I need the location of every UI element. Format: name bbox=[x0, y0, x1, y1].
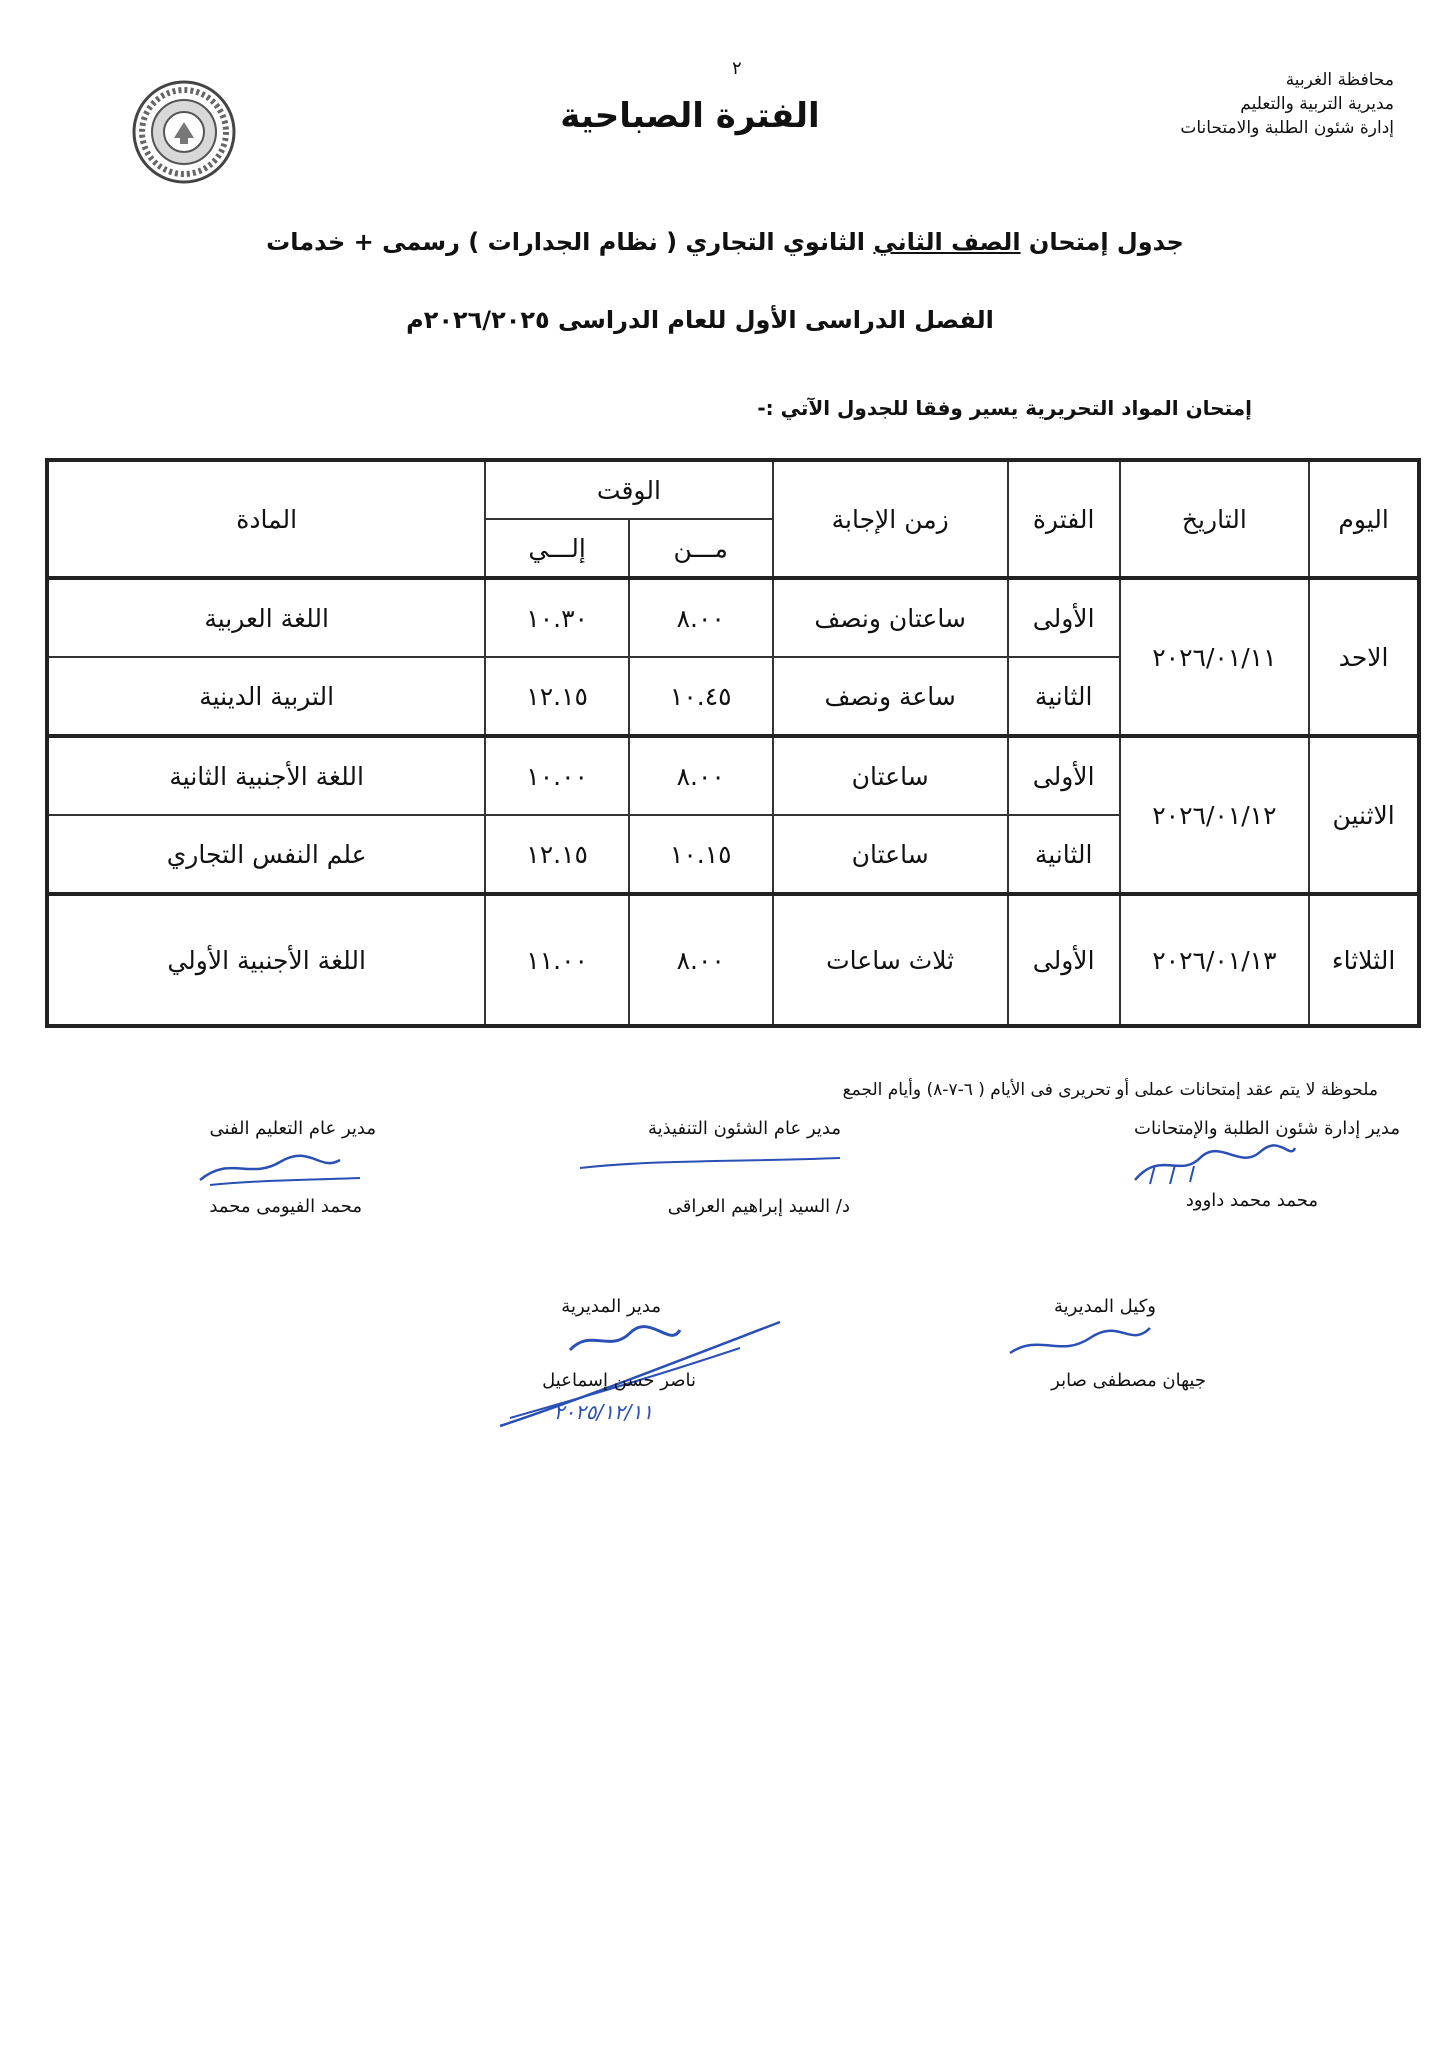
exam-schedule-table bbox=[45, 458, 1421, 1028]
period-cell: الثانية bbox=[1008, 815, 1120, 894]
header-date: التاريخ bbox=[1120, 460, 1310, 578]
time-from-cell: ٨.٠٠ bbox=[629, 894, 773, 1026]
organization-block bbox=[1134, 68, 1394, 140]
document-title bbox=[200, 228, 1250, 256]
signature-mark bbox=[570, 1140, 850, 1180]
subject-cell: اللغة الأجنبية الأولي bbox=[47, 894, 485, 1026]
day-cell: الاثنين bbox=[1309, 736, 1419, 894]
period-cell: الأولى bbox=[1008, 578, 1120, 657]
date-cell: ٢٠٢٦/٠١/١٢ bbox=[1120, 736, 1310, 894]
date-cell: ٢٠٢٦/٠١/١١ bbox=[1120, 578, 1310, 736]
day-cell: الاحد bbox=[1309, 578, 1419, 736]
time-to-cell: ١١.٠٠ bbox=[485, 894, 629, 1026]
document-subtitle: الفصل الدراسى الأول للعام الدراسى ٢٠٢٦/٢٠٢٥م bbox=[406, 306, 994, 334]
handwritten-date: ٢٠٢٥/١٢/١١ bbox=[553, 1400, 653, 1424]
signature-mark bbox=[1130, 1140, 1300, 1190]
signatory-title: وكيل المديرية bbox=[1054, 1296, 1156, 1317]
period-cell: الثانية bbox=[1008, 657, 1120, 736]
schedule-note: ملحوظة لا يتم عقد إمتحانات عملى أو تحريرى فى الأيام ( ٦-٧-٨) وأيام الجمع bbox=[842, 1080, 1378, 1100]
header-period: الفترة bbox=[1008, 460, 1120, 578]
duration-cell: ساعة ونصف bbox=[773, 657, 1008, 736]
signatory-name: د/ السيد إبراهيم العراقى bbox=[667, 1196, 850, 1217]
signatory-title: مدير عام التعليم الفنى bbox=[209, 1118, 376, 1139]
time-to-cell: ١٢.١٥ bbox=[485, 815, 629, 894]
duration-cell: ثلاث ساعات bbox=[773, 894, 1008, 1026]
subject-cell: علم النفس التجاري bbox=[47, 815, 485, 894]
signature-mark bbox=[1000, 1318, 1160, 1368]
duration-cell: ساعتان bbox=[773, 815, 1008, 894]
page-heading: الفترة الصباحية bbox=[560, 96, 820, 136]
header-duration: زمن الإجابة bbox=[773, 460, 1008, 578]
intro-text: إمتحان المواد التحريرية يسير وفقا للجدول الآتي :- bbox=[757, 396, 1252, 420]
time-from-cell: ١٠.٤٥ bbox=[629, 657, 773, 736]
header-day: اليوم bbox=[1309, 460, 1419, 578]
subject-cell: اللغة الأجنبية الثانية bbox=[47, 736, 485, 815]
duration-cell: ساعتان ونصف bbox=[773, 578, 1008, 657]
subject-cell: اللغة العربية bbox=[47, 578, 485, 657]
time-from-cell: ٨.٠٠ bbox=[629, 736, 773, 815]
header-from: مـــن bbox=[629, 519, 773, 578]
signature-mark bbox=[190, 1150, 370, 1190]
signatory-name: ناصر حسن إسماعيل bbox=[542, 1370, 696, 1391]
date-cell: ٢٠٢٦/٠١/١٣ bbox=[1120, 894, 1310, 1026]
time-to-cell: ١٢.١٥ bbox=[485, 657, 629, 736]
signatory-name: محمد محمد داوود bbox=[1185, 1190, 1318, 1211]
header-to: إلـــي bbox=[485, 519, 629, 578]
signatory-name: محمد الفيومى محمد bbox=[209, 1196, 362, 1217]
time-to-cell: ١٠.٠٠ bbox=[485, 736, 629, 815]
subject-cell: التربية الدينية bbox=[47, 657, 485, 736]
signatory-title: مدير المديرية bbox=[561, 1296, 661, 1317]
title-grade: الصف الثاني bbox=[873, 228, 1021, 256]
title-part-1: جدول إمتحان bbox=[1020, 228, 1184, 256]
period-cell: الأولى bbox=[1008, 736, 1120, 815]
signatory-title: مدير إدارة شئون الطلبة والإمتحانات bbox=[1134, 1118, 1400, 1139]
duration-cell: ساعتان bbox=[773, 736, 1008, 815]
period-cell: الأولى bbox=[1008, 894, 1120, 1026]
org-governorate: محافظة الغربية bbox=[1285, 70, 1394, 90]
day-cell: الثلاثاء bbox=[1309, 894, 1419, 1026]
page-number: ٢ bbox=[732, 58, 742, 79]
ministry-seal-logo bbox=[130, 78, 238, 186]
time-to-cell: ١٠.٣٠ bbox=[485, 578, 629, 657]
title-part-2: الثانوي التجاري ( نظام الجدارات ) رسمى + خدمات bbox=[266, 228, 874, 256]
signatory-title: مدير عام الشئون التنفيذية bbox=[647, 1118, 841, 1139]
time-from-cell: ٨.٠٠ bbox=[629, 578, 773, 657]
org-directorate: مديرية التربية والتعليم bbox=[1240, 94, 1394, 114]
org-department: إدارة شئون الطلبة والامتحانات bbox=[1180, 118, 1394, 138]
signatory-name: جيهان مصطفى صابر bbox=[1051, 1370, 1206, 1391]
time-from-cell: ١٠.١٥ bbox=[629, 815, 773, 894]
header-subject: المادة bbox=[47, 460, 485, 578]
header-time: الوقت bbox=[485, 460, 772, 519]
